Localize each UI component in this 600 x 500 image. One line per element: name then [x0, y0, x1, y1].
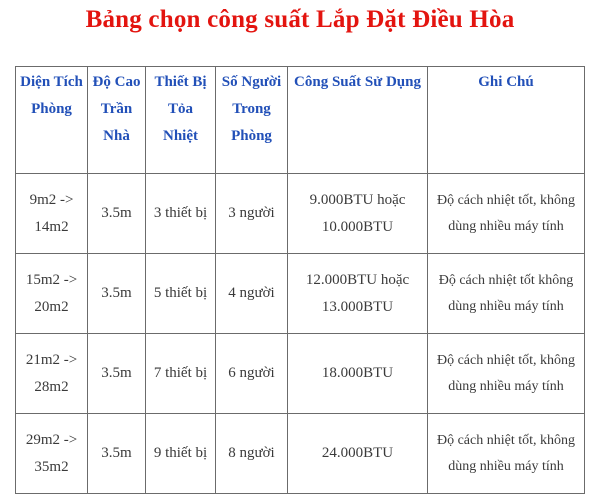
header-note: Ghi Chú — [428, 67, 585, 174]
cell-power: 18.000BTU — [288, 334, 428, 414]
header-heat-devices: Thiết Bị Tỏa Nhiệt — [146, 67, 216, 174]
cell-area: 29m2 -> 35m2 — [16, 414, 88, 494]
header-ceiling-height: Độ Cao Trần Nhà — [88, 67, 146, 174]
cell-power: 12.000BTU hoặc 13.000BTU — [288, 254, 428, 334]
cell-note: Độ cách nhiệt tốt không dùng nhiều máy tính — [428, 254, 585, 334]
cell-note: Độ cách nhiệt tốt, không dùng nhiều máy tính — [428, 334, 585, 414]
table-row — [16, 414, 585, 494]
header-people: Số Người Trong Phòng — [216, 67, 288, 174]
table-row — [16, 254, 585, 334]
cell-height: 3.5m — [88, 334, 146, 414]
header-area: Diện Tích Phòng — [16, 67, 88, 174]
cell-people: 8 người — [216, 414, 288, 494]
cell-people: 4 người — [216, 254, 288, 334]
cell-devices: 3 thiết bị — [146, 174, 216, 254]
cell-people: 6 người — [216, 334, 288, 414]
cell-power: 9.000BTU hoặc 10.000BTU — [288, 174, 428, 254]
header-row — [16, 67, 585, 174]
power-table — [15, 66, 585, 494]
cell-note: Độ cách nhiệt tốt, không dùng nhiều máy tính — [428, 174, 585, 254]
cell-area: 9m2 -> 14m2 — [16, 174, 88, 254]
table-header — [16, 67, 585, 174]
cell-devices: 7 thiết bị — [146, 334, 216, 414]
cell-height: 3.5m — [88, 174, 146, 254]
page-title: Bảng chọn công suất Lắp Đặt Điều Hòa — [85, 6, 515, 33]
cell-height: 3.5m — [88, 414, 146, 494]
table-row — [16, 174, 585, 254]
header-power: Công Suất Sử Dụng — [288, 67, 428, 174]
cell-people: 3 người — [216, 174, 288, 254]
cell-note: Độ cách nhiệt tốt, không dùng nhiều máy tính — [428, 414, 585, 494]
cell-area: 21m2 -> 28m2 — [16, 334, 88, 414]
cell-devices: 5 thiết bị — [146, 254, 216, 334]
table-body — [16, 174, 585, 494]
cell-area: 15m2 -> 20m2 — [16, 254, 88, 334]
cell-height: 3.5m — [88, 254, 146, 334]
table-row — [16, 334, 585, 414]
cell-power: 24.000BTU — [288, 414, 428, 494]
cell-devices: 9 thiết bị — [146, 414, 216, 494]
